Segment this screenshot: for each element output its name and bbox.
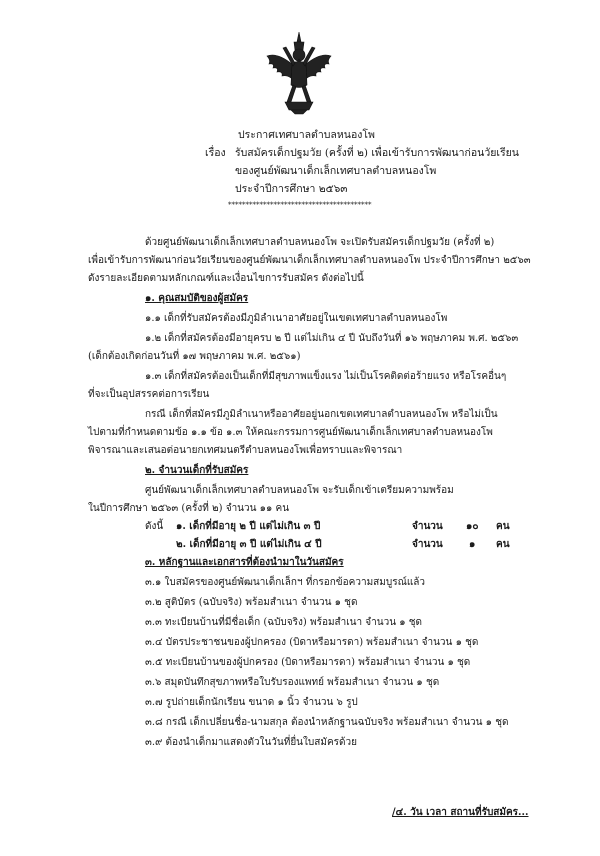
- section-3-heading: ๓. หลักฐานและเอกสารที่ต้องนำมาในวันสมัคร: [145, 557, 344, 568]
- document-item: ๓.๒ สูติบัตร (ฉบับจริง) พร้อมสำเนา จำนวน ๑ ชุด: [145, 597, 358, 608]
- quota-row-count: ๑: [469, 539, 476, 550]
- section-1-item-3: ๑.๓ เด็กที่สมัครต้องเป็นเด็กที่มีสุขภาพแข็งแรง ไม่เป็นโรคติดต่อร้ายแรง หรือโรคอื่นๆ: [145, 371, 507, 382]
- document-item: ๓.๑ ใบสมัครของศูนย์พัฒนาเด็กเล็กฯ ที่กรอกข้อความสมบูรณ์แล้ว: [145, 577, 426, 588]
- quota-row-count: ๑๐: [466, 521, 479, 532]
- document-item: ๓.๖ สมุดบันทึกสุขภาพหรือใบรับรองแพทย์ พร้อมสำเนา จำนวน ๑ ชุด: [145, 677, 440, 688]
- section-1-note-3: พิจารณาและเสนอต่อนายกเทศมนตรีตำบลหนองโพเพื่อทราบและพิจารณา: [88, 445, 403, 456]
- document-item: ๓.๘ กรณี เด็กเปลี่ยนชื่อ-นามสกุล ต้องนำหลักฐานฉบับจริง พร้อมสำเนา จำนวน ๑ ชุด: [145, 717, 509, 728]
- document-item: ๓.๗ รูปถ่ายเด็กนักเรียน ขนาด ๑ นิ้ว จำนวน ๖ รูป: [145, 697, 358, 708]
- quota-row-unit: คน: [496, 521, 510, 532]
- section-2-line-2: ในปีการศึกษา ๒๕๖๓ (ครั้งที่ ๒) จำนวน ๑๑ คน: [88, 503, 290, 514]
- quota-row-count-label: จำนวน: [412, 539, 443, 550]
- intro-line-3: ดังรายละเอียดตามหลักเกณฑ์และเงื่อนไขการรับสมัคร ดังต่อไปนี้: [88, 273, 364, 284]
- header-separator: *****************************************: [228, 201, 372, 209]
- continuation-note: /๔. วัน เวลา สถานที่รับสมัคร...: [392, 807, 529, 818]
- document-item: ๓.๕ ทะเบียนบ้านของผู้ปกครอง (บิดาหรือมารดา) พร้อมสำเนา จำนวน ๑ ชุด: [145, 657, 471, 668]
- section-2-heading: ๒. จำนวนเด็กที่รับสมัคร: [145, 465, 249, 476]
- subject-line-2: ของศูนย์พัฒนาเด็กเล็กเทศบาลตำบลหนองโพ: [235, 165, 437, 177]
- subject-line-1: รับสมัครเด็กปฐมวัย (ครั้งที่ ๒) เพื่อเข้ารับการพัฒนาก่อนวัยเรียน: [235, 147, 519, 159]
- section-1-item-1: ๑.๑ เด็กที่รับสมัครต้องมีภูมิลำเนาอาศัยอยู่ในเขตเทศบาลตำบลหนองโพ: [145, 313, 448, 324]
- document-item: ๓.๙ ต้องนำเด็กมาแสดงตัวในวันที่ยื่นใบสมัครด้วย: [145, 737, 357, 748]
- section-1-note-2: ไปตามที่กำหนดตามข้อ ๑.๑ ข้อ ๑.๓ ให้คณะกรรมการศูนย์พัฒนาเด็กเล็กเทศบาลตำบลหนองโพ: [88, 427, 493, 438]
- subject-line-3: ประจำปีการศึกษา ๒๕๖๓: [235, 183, 348, 195]
- section-2-line-1: ศูนย์พัฒนาเด็กเล็กเทศบาลตำบลหนองโพ จะรับเด็กเข้าเตรียมความพร้อม: [145, 485, 454, 496]
- quota-row-count-label: จำนวน: [412, 521, 443, 532]
- section-2-lead: ดังนี้: [145, 521, 164, 532]
- intro-line-1: ด้วยศูนย์พัฒนาเด็กเล็กเทศบาลตำบลหนองโพ จะเปิดรับสมัครเด็กปฐมวัย (ครั้งที่ ๒): [145, 237, 495, 248]
- document-item: ๓.๔ บัตรประชาชนของผู้ปกครอง (บิดาหรือมารดา) พร้อมสำเนา จำนวน ๑ ชุด: [145, 637, 479, 648]
- announcement-title: ประกาศเทศบาลตำบลหนองโพ: [238, 129, 375, 141]
- document-item: ๓.๓ ทะเบียนบ้านที่มีชื่อเด็ก (ฉบับจริง) พร้อมสำเนา จำนวน ๑ ชุด: [145, 617, 423, 628]
- section-1-item-2: ๑.๒ เด็กที่สมัครต้องมีอายุครบ ๒ ปี แต่ไม่เกิน ๔ ปี นับถึงวันที่ ๑๖ พฤษภาคม พ.ศ. ๒๕๖๓: [145, 333, 519, 344]
- section-1-heading: ๑. คุณสมบัติของผู้สมัคร: [145, 293, 249, 304]
- quota-row-unit: คน: [496, 539, 510, 550]
- section-1-item-2-note: (เด็กต้องเกิดก่อนวันที่ ๑๗ พฤษภาคม พ.ศ. ๒๕๖๑): [88, 351, 301, 362]
- quota-row-label: ๒. เด็กที่มีอายุ ๓ ปี แต่ไม่เกิน ๔ ปี: [176, 539, 322, 550]
- intro-line-2: เพื่อเข้ารับการพัฒนาก่อนวัยเรียนของศูนย์พัฒนาเด็กเล็กเทศบาลตำบลหนองโพ ประจำปีการศึกษา ๒๕๖๓: [88, 255, 531, 266]
- subject-label: เรื่อง: [205, 147, 226, 159]
- garuda-emblem-icon: [263, 30, 335, 115]
- section-1-note-1: กรณี เด็กที่สมัครมีภูมิลำเนาหรืออาศัยอยู่นอกเขตเทศบาลตำบลหนองโพ หรือไม่เป็น: [145, 409, 498, 420]
- section-1-item-3-cont: ที่จะเป็นอุปสรรคต่อการเรียน: [88, 389, 210, 400]
- quota-row-label: ๑. เด็กที่มีอายุ ๒ ปี แต่ไม่เกิน ๓ ปี: [176, 521, 321, 532]
